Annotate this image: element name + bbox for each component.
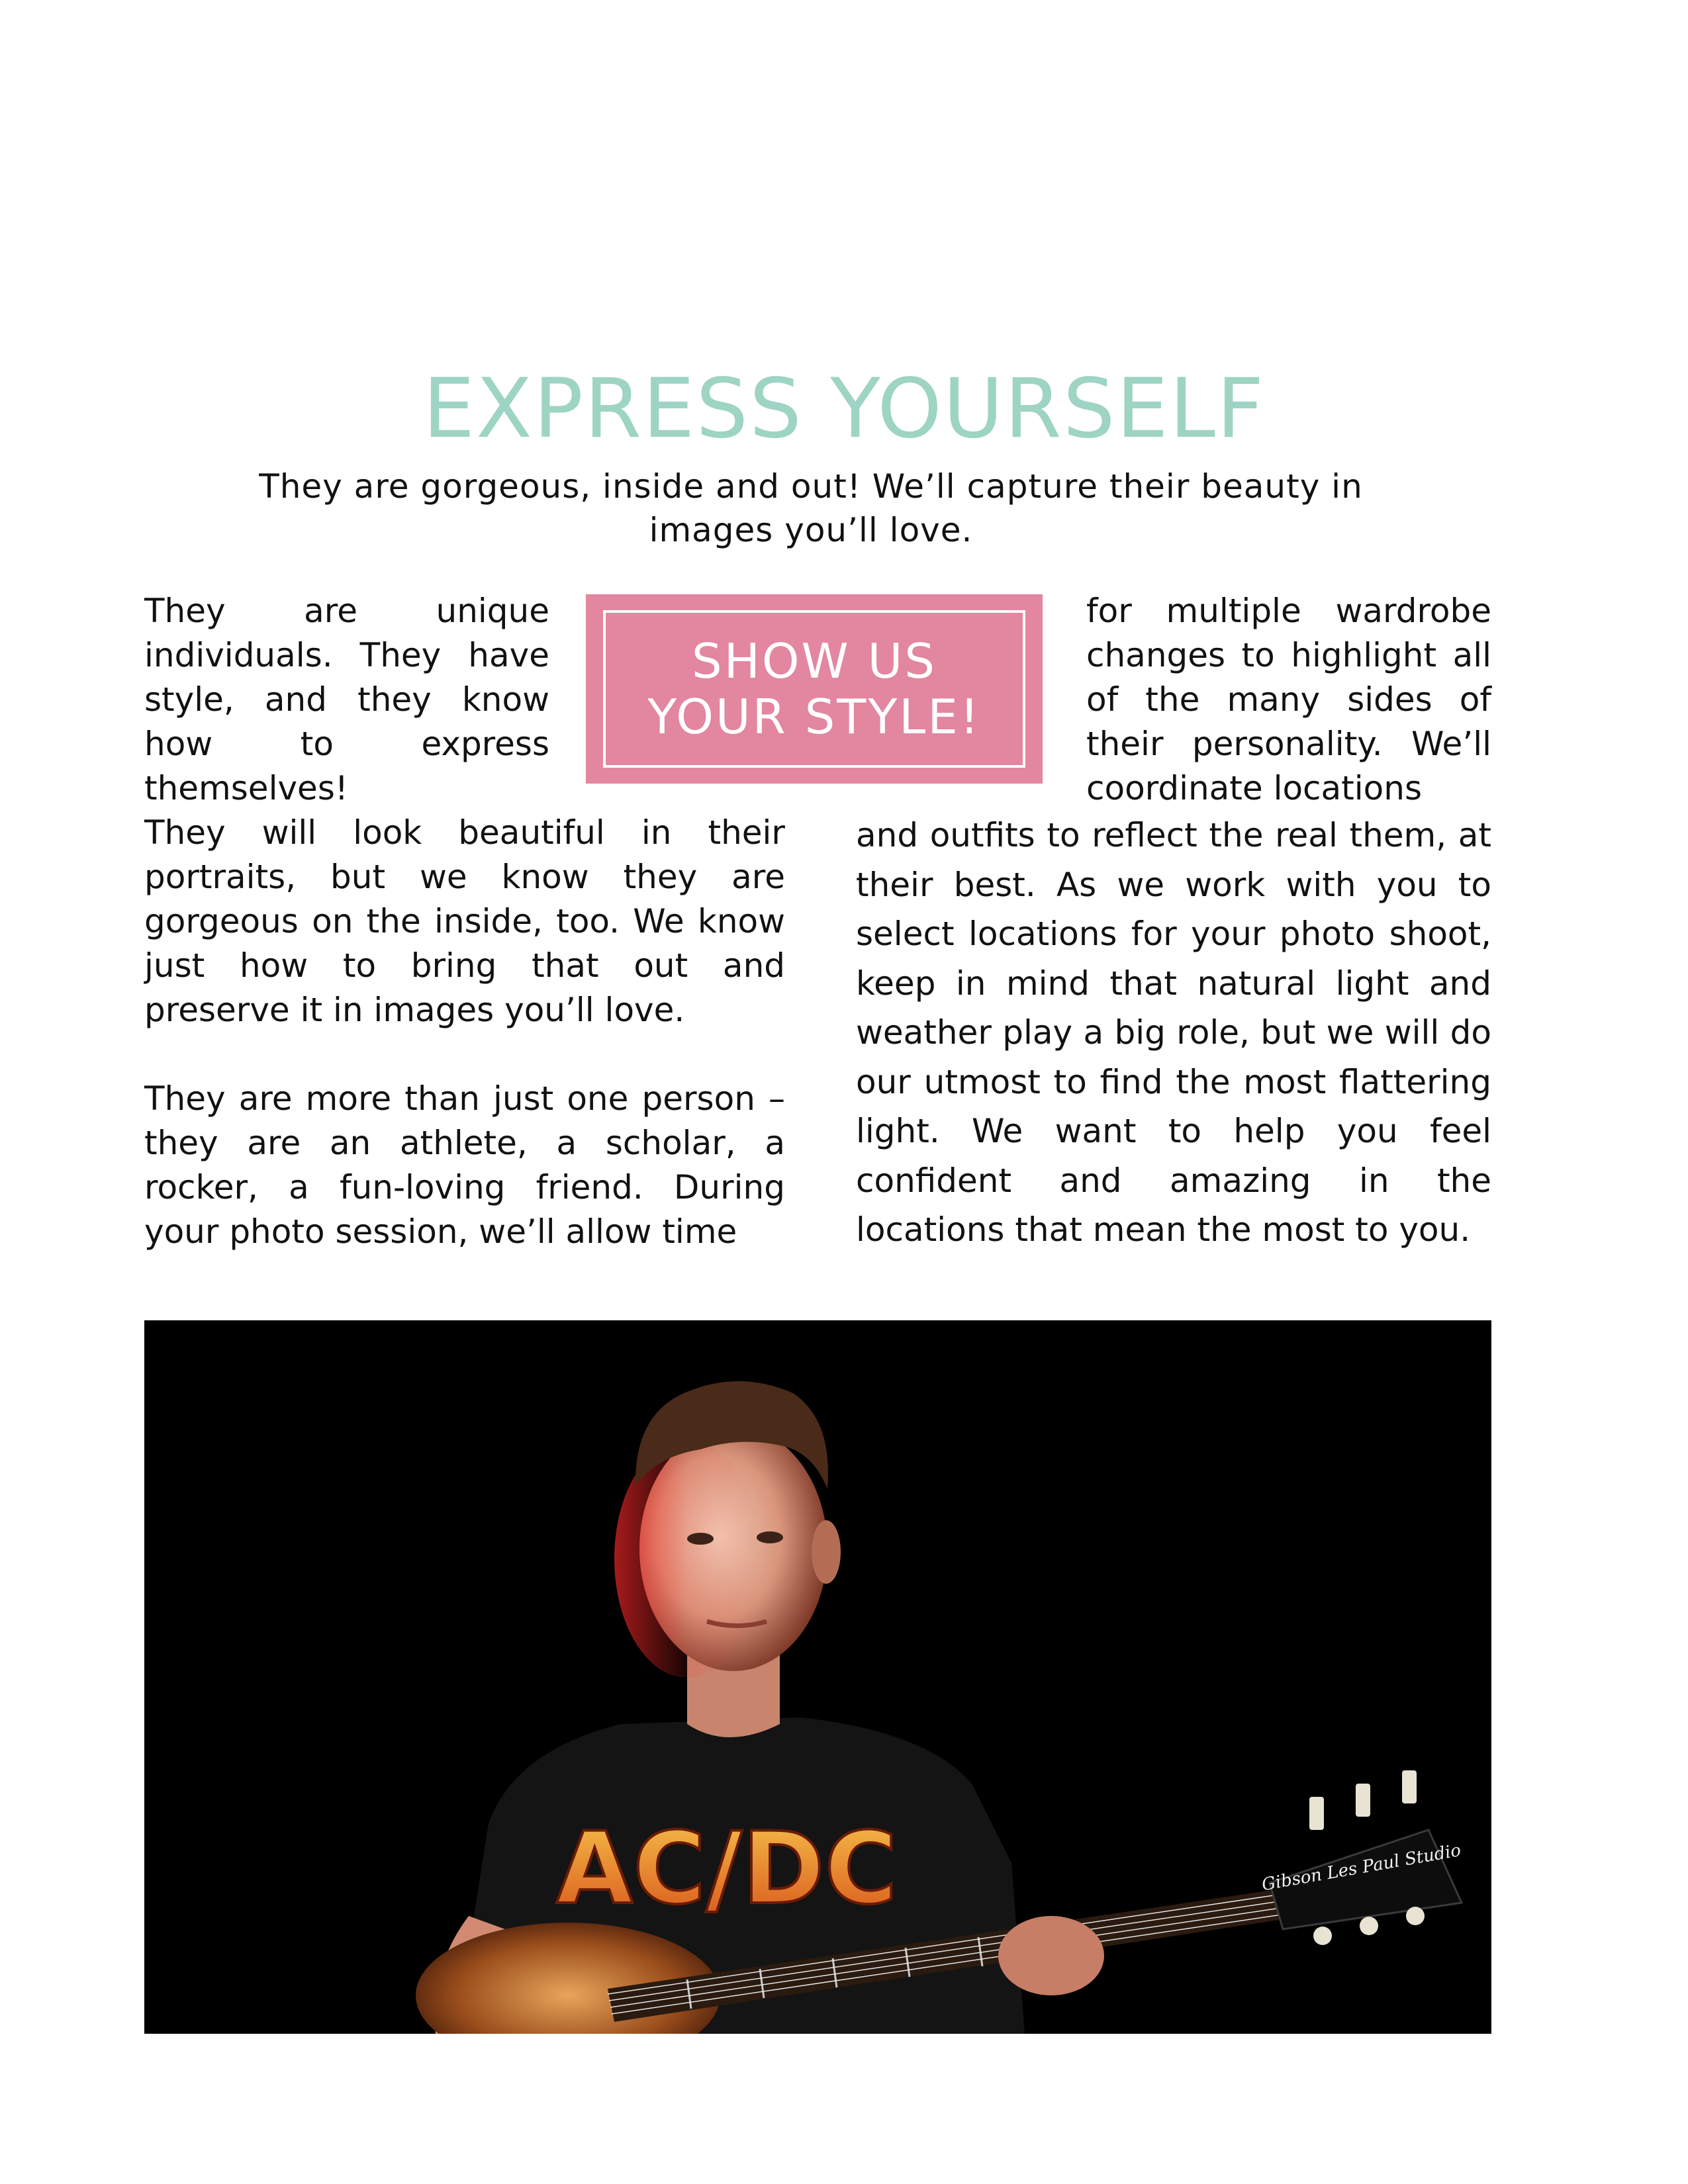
portrait-photo bbox=[144, 1320, 1491, 2034]
intro-paragraph: They are unique individuals. They have style, and they know how to express themselves! bbox=[144, 592, 549, 807]
body-paragraph-2: They are more than just one person – they are an athlete, a scholar, a rocker, a fun-loving friend. During your photo session, we’ll allow time bbox=[144, 1079, 785, 1251]
right-column-top-text: for multiple wardrobe changes to highlight all of the many sides of their personality. We’ll coordinate locations bbox=[1086, 592, 1491, 807]
left-column-body bbox=[144, 811, 785, 1254]
page-title: EXPRESS YOURSELF bbox=[422, 361, 1266, 457]
callout-box bbox=[586, 594, 1043, 784]
guitar-brand-text: Gibson Les Paul Studio bbox=[1260, 1840, 1463, 1895]
callout-text: SHOW US YOUR STYLE! bbox=[647, 633, 981, 745]
page-subtitle: They are gorgeous, inside and out! We’ll capture their beauty in images you’ll love. bbox=[259, 467, 1363, 549]
right-column-body: and outfits to reflect the real them, at their best. As we work with you to select locations for your photo shoot, keep in mind that natural light and weather play a big role, but we will do our utmost to find the most flattering light. We want to help you feel confident and amazing in the locations that mean the most to you. bbox=[856, 816, 1491, 1249]
callout-frame bbox=[603, 610, 1025, 768]
body-paragraph-1: They will look beautiful in their portraits, but we know they are gorgeous on the inside, too. We know just how to bring that out and preserve it in images you’ll love. bbox=[144, 813, 785, 1029]
shirt-logo-text: AC/DC bbox=[556, 1811, 898, 1927]
